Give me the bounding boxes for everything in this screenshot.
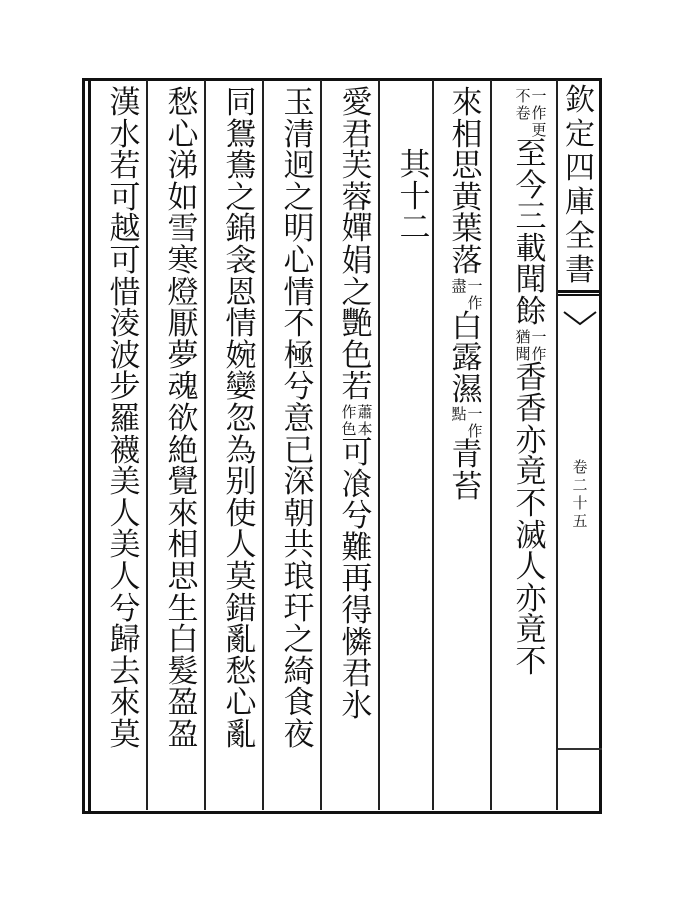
- glyph: 今: [515, 167, 547, 204]
- glyph: 盈: [167, 716, 199, 753]
- annotation-line: [451, 278, 466, 312]
- title-char: 庫: [565, 185, 595, 220]
- title-char: 定: [565, 117, 595, 152]
- title-char: 全: [565, 219, 595, 254]
- glyph: 愁: [167, 85, 199, 121]
- glyph: 亦: [515, 580, 547, 617]
- glyph: 愛: [341, 85, 373, 121]
- volume-char: 卷: [572, 458, 588, 476]
- glyph: 孌: [225, 369, 257, 406]
- annotation-note: [451, 278, 482, 312]
- glyph: 之: [225, 179, 257, 216]
- glyph: 食: [283, 685, 315, 722]
- text-column: [508, 88, 554, 679]
- glyph: 可: [109, 179, 141, 216]
- volume-label: [558, 458, 602, 530]
- text-column: [160, 85, 206, 753]
- annotation-glyph: 一: [467, 405, 483, 424]
- annotation-glyph: 作: [531, 344, 547, 363]
- annotation-line: [358, 404, 373, 438]
- glyph: 兮: [283, 369, 315, 406]
- annotation-note: [515, 88, 546, 139]
- annotation-line: [451, 406, 466, 440]
- glyph: 相: [451, 116, 483, 153]
- glyph: 髮: [167, 653, 199, 690]
- glyph: 人: [109, 495, 141, 532]
- glyph: 已: [283, 432, 315, 469]
- glyph: 美: [109, 464, 141, 501]
- annotation-glyph: 本: [357, 419, 373, 438]
- annotation-glyph: 作: [467, 293, 483, 312]
- glyph: 滅: [515, 517, 547, 554]
- glyph: 不: [283, 306, 315, 343]
- glyph: 色: [341, 337, 373, 374]
- glyph: 載: [515, 230, 547, 267]
- glyph: 恩: [225, 274, 257, 311]
- glyph: 婉: [225, 337, 257, 374]
- glyph: 再: [341, 561, 373, 598]
- glyph: 兮: [109, 590, 141, 627]
- glyph: 兮: [341, 498, 373, 535]
- glyph: 氷: [341, 687, 373, 724]
- glyph: 人: [225, 527, 257, 564]
- column-rule: [490, 80, 492, 810]
- glyph: 意: [283, 400, 315, 437]
- glyph: 步: [109, 369, 141, 406]
- annotation-line: [515, 88, 530, 139]
- glyph: 絶: [167, 432, 199, 469]
- glyph: 思: [451, 148, 483, 185]
- glyph: 心: [283, 242, 315, 279]
- glyph: 憐: [341, 624, 373, 661]
- glyph: 衾: [225, 242, 257, 279]
- glyph: 濕: [451, 371, 483, 408]
- tab-divider-thin: [558, 294, 602, 296]
- glyph: 錦: [225, 211, 257, 248]
- annotation-glyph: 不: [515, 87, 531, 105]
- glyph: 來: [167, 495, 199, 532]
- glyph: 愁: [225, 653, 257, 690]
- glyph: 覺: [167, 464, 199, 501]
- glyph: 情: [225, 306, 257, 343]
- glyph: 艷: [341, 306, 373, 343]
- glyph: 夜: [283, 716, 315, 753]
- glyph: 餘: [515, 293, 547, 330]
- glyph: 嬋: [341, 211, 373, 248]
- glyph: 燈: [167, 274, 199, 311]
- volume-char: 二: [572, 476, 588, 494]
- glyph: 至: [515, 136, 547, 172]
- glyph: 明: [283, 211, 315, 248]
- column-rule: [556, 80, 558, 810]
- glyph: 聞: [515, 262, 547, 299]
- frame-inner-rule: [88, 78, 91, 814]
- glyph: 青: [451, 437, 483, 474]
- glyph: 美: [109, 527, 141, 564]
- glyph: 夢: [167, 337, 199, 374]
- glyph: 苔: [451, 468, 483, 505]
- volume-char: 十: [572, 494, 588, 512]
- glyph: 來: [451, 85, 483, 121]
- glyph: 玉: [283, 85, 315, 121]
- glyph: 芙: [341, 148, 373, 185]
- glyph: 波: [109, 337, 141, 374]
- glyph: 若: [341, 369, 373, 406]
- glyph: 之: [283, 622, 315, 659]
- glyph: 鴦: [225, 148, 257, 185]
- edge-tab: [558, 78, 602, 814]
- glyph: 歸: [109, 622, 141, 659]
- glyph: 白: [451, 308, 483, 345]
- annotation-glyph: 色: [341, 419, 357, 438]
- annotation-line: [468, 278, 483, 312]
- glyph: 寒: [167, 242, 199, 279]
- glyph: 香: [515, 359, 547, 396]
- glyph: 蓉: [341, 179, 373, 216]
- annotation-line: [532, 329, 547, 363]
- glyph: 人: [109, 558, 141, 595]
- glyph: 二: [399, 210, 431, 247]
- glyph: 不: [515, 485, 547, 522]
- glyph: 欲: [167, 400, 199, 437]
- fishtail-ornament-icon: [562, 310, 598, 328]
- tab-divider: [558, 290, 602, 293]
- glyph: 葉: [451, 211, 483, 248]
- glyph: 來: [109, 685, 141, 722]
- annotation-glyph: 點: [451, 405, 467, 424]
- glyph: 人: [515, 549, 547, 586]
- annotation-glyph: 盡: [451, 276, 467, 295]
- glyph: 淩: [109, 306, 141, 343]
- glyph: 惜: [109, 274, 141, 311]
- glyph: 君: [341, 116, 373, 153]
- glyph: 盈: [167, 685, 199, 722]
- annotation-note: [341, 404, 372, 438]
- glyph: 心: [225, 685, 257, 722]
- glyph: 深: [283, 464, 315, 501]
- title-char: 四: [565, 151, 595, 186]
- glyph: 亂: [225, 622, 257, 659]
- glyph: 竟: [515, 454, 547, 491]
- glyph: 三: [515, 199, 547, 236]
- glyph: 朝: [283, 495, 315, 532]
- glyph: 飡: [341, 466, 373, 503]
- text-column: [276, 85, 322, 753]
- annotation-glyph: 猶: [515, 327, 531, 346]
- annotation-glyph: 作: [341, 402, 357, 421]
- glyph: 香: [515, 391, 547, 428]
- glyph: 極: [283, 337, 315, 374]
- glyph: 亂: [225, 716, 257, 753]
- annotation-glyph: 一: [467, 276, 483, 295]
- glyph: 襪: [109, 432, 141, 469]
- glyph: 清: [283, 116, 315, 153]
- glyph: 鴛: [225, 116, 257, 153]
- glyph: 露: [451, 340, 483, 377]
- glyph: 使: [225, 495, 257, 532]
- glyph: 水: [109, 116, 141, 153]
- glyph: 心: [167, 116, 199, 153]
- glyph: 忽: [225, 400, 257, 437]
- text-column: [444, 85, 490, 505]
- annotation-line: [515, 329, 530, 363]
- glyph: 同: [225, 85, 257, 121]
- glyph: 涕: [167, 148, 199, 185]
- text-column: [102, 85, 148, 753]
- glyph: 思: [167, 558, 199, 595]
- title-char: 書: [565, 253, 595, 288]
- text-column: [218, 85, 264, 753]
- glyph: 若: [109, 148, 141, 185]
- glyph: 厭: [167, 306, 199, 343]
- glyph: 之: [283, 179, 315, 216]
- glyph: 羅: [109, 400, 141, 437]
- annotation-glyph: 一: [531, 87, 547, 105]
- glyph: 不: [515, 643, 547, 680]
- glyph: 迥: [283, 148, 315, 185]
- glyph: 黄: [451, 179, 483, 216]
- glyph: 莫: [225, 558, 257, 595]
- annotation-glyph: 蕭: [357, 402, 373, 421]
- glyph: 其: [399, 147, 431, 183]
- annotation-note: [451, 406, 482, 440]
- glyph: 可: [109, 242, 141, 279]
- glyph: 琅: [283, 558, 315, 595]
- glyph: 十: [399, 178, 431, 215]
- annotation-line: [341, 404, 356, 438]
- glyph: 娟: [341, 242, 373, 279]
- annotation-glyph: 聞: [515, 344, 531, 363]
- annotation-line: [532, 88, 547, 139]
- text-column: [392, 147, 438, 247]
- annotation-note: [515, 329, 546, 363]
- text-column: [334, 85, 380, 724]
- glyph: 莫: [109, 716, 141, 753]
- glyph: 君: [341, 656, 373, 693]
- glyph: 難: [341, 529, 373, 566]
- collection-title: [558, 84, 602, 288]
- glyph: 亦: [515, 422, 547, 459]
- annotation-glyph: 作: [531, 104, 547, 122]
- glyph: 去: [109, 653, 141, 690]
- glyph: 錯: [225, 590, 257, 627]
- annotation-glyph: 更: [531, 121, 547, 139]
- leaf-mark: [558, 748, 602, 750]
- glyph: 之: [341, 274, 373, 311]
- annotation-glyph: 一: [531, 327, 547, 346]
- annotation-glyph: 卷: [515, 104, 531, 122]
- glyph: 相: [167, 527, 199, 564]
- title-char: 欽: [565, 83, 595, 118]
- glyph: 别: [225, 464, 257, 501]
- glyph: 共: [283, 527, 315, 564]
- glyph: 得: [341, 592, 373, 629]
- glyph: 可: [341, 434, 373, 471]
- glyph: 如: [167, 179, 199, 216]
- glyph: 綺: [283, 653, 315, 690]
- glyph: 越: [109, 211, 141, 248]
- annotation-line: [468, 406, 483, 440]
- glyph: 竟: [515, 612, 547, 649]
- glyph: 為: [225, 432, 257, 469]
- glyph: 生: [167, 590, 199, 627]
- glyph: 雪: [167, 211, 199, 248]
- volume-char: 五: [572, 512, 588, 530]
- glyph: 白: [167, 622, 199, 659]
- glyph: 落: [451, 242, 483, 279]
- glyph: 情: [283, 274, 315, 311]
- glyph: 魂: [167, 369, 199, 406]
- glyph: 玕: [283, 590, 315, 627]
- glyph: 漢: [109, 85, 141, 121]
- annotation-glyph: 作: [467, 422, 483, 441]
